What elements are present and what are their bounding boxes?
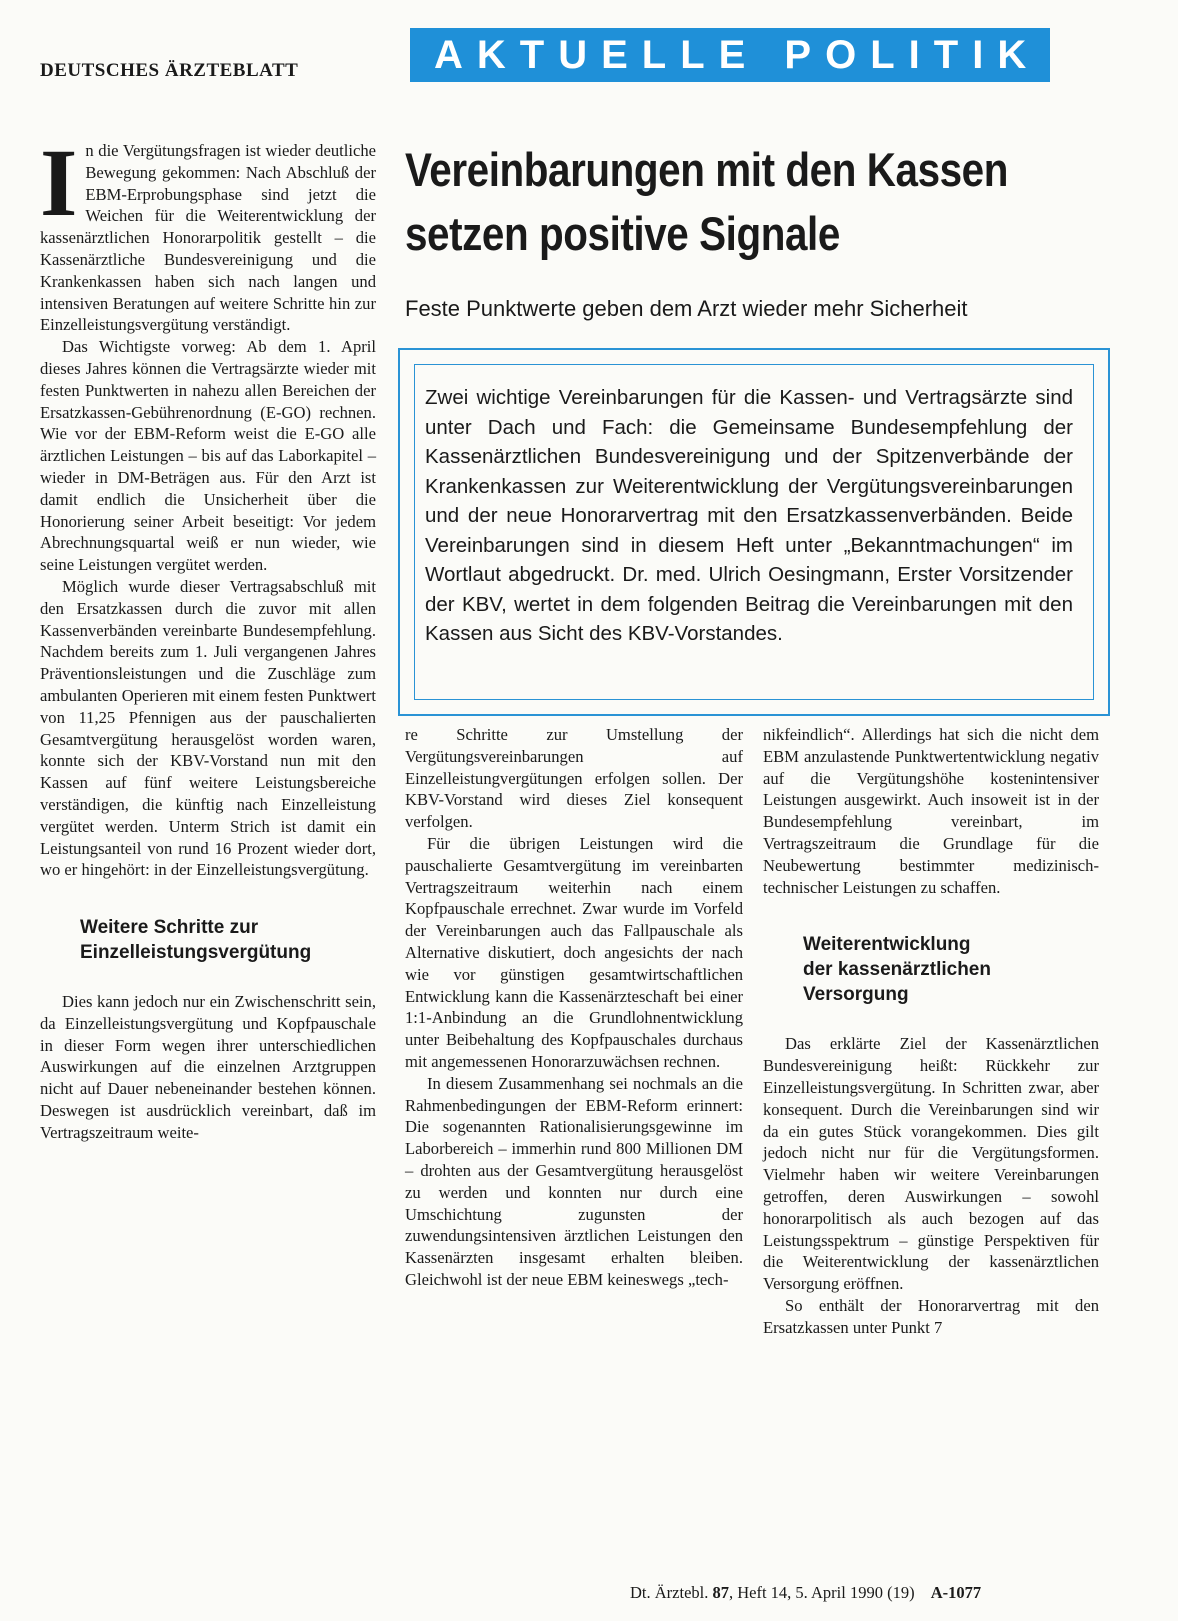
page-number: A-1077 <box>930 1583 982 1602</box>
subheading <box>803 932 1099 1007</box>
headline-line: setzen positive Signale <box>405 207 840 260</box>
paragraph: So enthält der Honorarvertrag mit den Ersatzkassen unter Punkt 7 <box>763 1295 1099 1337</box>
subheading-line: Weiterentwicklung <box>803 934 971 956</box>
subheading-line: Weitere Schritte zur <box>80 917 259 939</box>
paragraph: nikfeindlich“. Allerdings hat sich die nicht dem EBM anzulastende Punktwertentwicklung negativ auf die Vergütungshöhe kostenintensiver Leistungen ausgewirkt. Auch insoweit ist in der Bundesempfehlung vereinbart, im Vertragszeitraum die Grundlage für die Neubewertung bestimmter medizinisch-technischer Leistungen zu schaffen. <box>763 725 1099 897</box>
paragraph: Dies kann jedoch nur ein Zwischenschritt sein, da Einzelleistungsvergütung und Kopfpauschale in dieser Form wegen ihrer unterschiedlichen Auswirkungen auf die einzelnen Arztgruppen nicht auf Dauer nebeneinander bestehen können. Deswegen ist ausdrücklich vereinbart, daß im Vertragszeitraum weite- <box>40 992 376 1142</box>
paragraph: Das Wichtigste vorweg: Ab dem 1. April dieses Jahres können die Vertragsärzte wieder mit festen Punktwerten in nahezu allen Bereichen der Ersatzkassen-Gebührenordnung (E-GO) rechnen. Wie vor der EBM-Reform weist die E-GO alle ärztlichen Leistungen – bis auf das Laborkapitel – wieder in DM-Beträgen aus. Für den Arzt ist damit endlich die Unsicherheit über die Honorierung seiner Arbeit beseitigt: Vor jedem Abrechnungsquartal weiß er nun wieder, wie seine Leistungen vergütet werden. <box>40 337 376 575</box>
teaser-inner-frame <box>414 364 1094 700</box>
masthead: DEUTSCHES ÄRZTEBLATT <box>40 60 299 81</box>
page-footer <box>630 1583 1100 1603</box>
subheading-line: Einzelleistungsvergütung <box>80 942 312 964</box>
issue-info: , Heft 14, 5. April 1990 (19) <box>728 1583 915 1602</box>
column-2 <box>405 724 743 1291</box>
paragraph: Möglich wurde dieser Vertragsabschluß mit den Ersatzkassen durch die zuvor mit allen Kassenverbänden vereinbarte Bundesempfehlung. Nachdem bereits zum 1. Juli vergangenen Jahres Präventionsleistungen und die Zuschläge zum ambulanten Operieren mit einem festen Punktwert von 11,25 Pfennigen aus der pauschalierten Gesamtvergütung herausgelöst worden waren, konnte sich der KBV-Vorstand nun mit den Kassen auf fünf weitere Leistungsbereiche verständigen, die künftig nach Einzelleistung vergütet werden. Unterm Strich ist damit ein Leistungsanteil von rund 16 Prozent wieder dort, wo er hingehört: in der Einzelleistungsvergütung. <box>40 576 376 880</box>
column-1 <box>40 129 376 1144</box>
subheading-line: Versorgung <box>803 984 909 1006</box>
subheadline: Feste Punktwerte geben dem Arzt wieder mehr Sicherheit <box>405 296 968 321</box>
paragraph: In diesem Zusammenhang sei nochmals an die Rahmenbedingungen der EBM-Reform erinnert: Die sogenannten Rationalisierungsgewinne im Laborbereich – immerhin rund 800 Millionen DM – drohten aus der Gesamtvergütung herausgelöst zu werden und konnten nur durch eine Umschichtung zugunsten der zuwendungsintensiven ärztlichen Leistungen den Kassenärzten insgesamt erhalten bleiben. Gleichwohl ist der neue EBM keineswegs „tech- <box>405 1073 743 1289</box>
headline-line: Vereinbarungen mit den Kassen <box>405 143 1008 196</box>
column-3 <box>763 724 1099 1339</box>
teaser-text: Zwei wichtige Vereinbarungen für die Kassen- und Vertragsärzte sind unter Dach und Fach: die Gemeinsame Bundesempfehlung der Kassenärztlichen Bundesvereinigung und der Spitzenverbände der Krankenkassen zur Weiterentwicklung der Vergütungsvereinbarungen und der neue Honorarvertrag mit den Ersatzkassenverbänden. Beide Vereinbarungen sind in diesem Heft unter „Bekanntmachungen“ im Wortlaut abgedruckt. Dr. med. Ulrich Oesingmann, Erster Vorsitzender der KBV, wertet in dem folgenden Beitrag die Vereinbarungen mit den Kassen aus Sicht des KBV-Vorstandes. <box>425 386 1073 645</box>
volume-number: 87 <box>712 1583 729 1602</box>
subheading <box>80 915 376 965</box>
paragraph-text: n die Vergütungsfragen ist wieder deutliche Bewegung gekommen: Nach Abschluß der EBM-Erprobungsphase sind jetzt die Weichen für die Weiterentwicklung der kassenärztlichen Honorarpolitik gestellt – die Kassenärztliche Bundesvereinigung und die Krankenkassen haben sich nach langen und intensiven Beratungen auf weitere Schritte hin zur Einzelleistungsvergütung verständigt. <box>40 141 376 335</box>
section-banner: AKTUELLE POLITIK <box>410 28 1050 82</box>
paragraph <box>40 129 376 336</box>
headline <box>405 138 1041 266</box>
teaser-box <box>398 348 1110 716</box>
subheading-line: der kassenärztlichen <box>803 959 991 981</box>
drop-cap: I <box>40 129 78 236</box>
paragraph: re Schritte zur Umstellung der Vergütungsvereinbarungen auf Einzelleistungvergütungen erfolgen sollen. Der KBV-Vorstand wird dieses Ziel konsequent verfolgen. <box>405 725 743 832</box>
journal-name: Dt. Ärztebl. <box>630 1583 709 1602</box>
paragraph: Das erklärte Ziel der Kassenärztlichen Bundesvereinigung heißt: Rückkehr zur Einzelleistungsvergütung. In Schritten zwar, aber konsequent. Durch die Vereinbarungen sind wir da ein gutes Stück vorangekommen. Dies gilt jedoch nicht nur für die Vergütungsformen. Vielmehr haben wir weitere Vereinbarungen getroffen, deren Auswirkungen – sowohl honorarpolitisch als auch bezogen auf das Leistungsspektrum – günstige Perspektiven für die Weiterentwicklung der kassenärztlichen Versorgung eröffnen. <box>763 1034 1099 1294</box>
paragraph: Für die übrigen Leistungen wird die pauschalierte Gesamtvergütung im vereinbarten Vertragszeitraum weiterhin nach einem Kopfpauschale errechnet. Zwar wurde im Vorfeld der Vereinbarungen auch das Fallpauschale als Alternative diskutiert, doch angesichts der nach wie vor günstigen gesamtwirtschaftlichen Entwicklung kann die Kassenärzteschaft bei einer 1:1-Anbindung an die Grundlohnentwicklung unter Beibehaltung des Kopfpauschales durchaus mit angemessenen Honorarzuwächsen rechnen. <box>405 833 743 1071</box>
